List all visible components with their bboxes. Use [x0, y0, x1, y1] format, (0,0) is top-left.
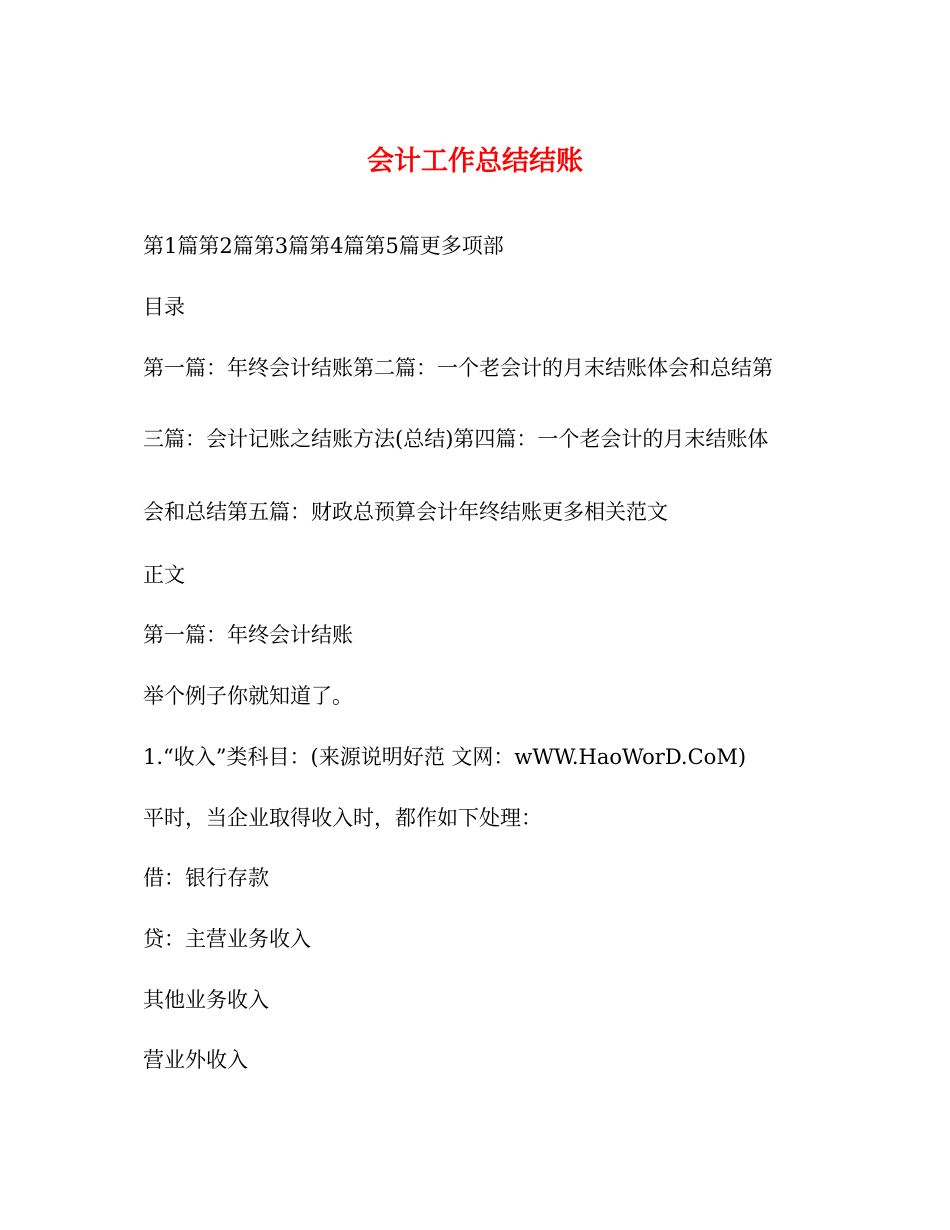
body-paragraph: 营业外收入 [143, 1048, 248, 1072]
body-paragraph: 其他业务收入 [143, 988, 269, 1012]
toc-heading: 目录 [143, 295, 185, 319]
body-heading: 正文 [143, 563, 185, 587]
toc-line-1: 第一篇：年终会计结账第二篇：一个老会计的月末结账体会和总结第 [143, 356, 773, 380]
document-title: 会计工作总结结账 [367, 146, 583, 177]
body-paragraph: 1.“收入”类科目：(来源说明好范 文网：wWW.HaoWorD.CoM) [143, 745, 747, 769]
section-nav-line: 第1篇第2篇第3篇第4篇第5篇更多项部 [143, 234, 504, 258]
toc-line-3: 会和总结第五篇：财政总预算会计年终结账更多相关范文 [143, 500, 668, 524]
article-heading: 第一篇：年终会计结账 [143, 623, 353, 647]
body-paragraph: 举个例子你就知道了。 [143, 684, 353, 708]
toc-line-2: 三篇：会计记账之结账方法(总结)第四篇：一个老会计的月末结账体 [143, 427, 769, 451]
body-paragraph: 借：银行存款 [143, 866, 269, 890]
body-paragraph: 平时，当企业取得收入时，都作如下处理： [143, 806, 542, 830]
body-paragraph: 贷：主营业务收入 [143, 927, 311, 951]
